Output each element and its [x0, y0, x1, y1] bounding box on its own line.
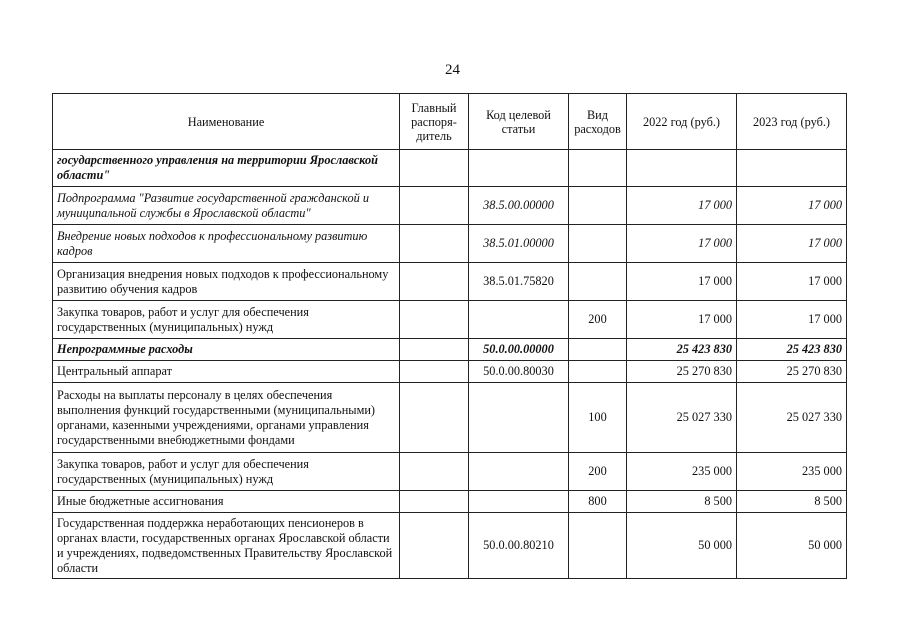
row-type [569, 187, 627, 225]
page-number: 24 [445, 62, 460, 78]
row-2023: 50 000 [737, 513, 847, 579]
row-type [569, 513, 627, 579]
table-row [53, 301, 847, 339]
row-manager [400, 301, 469, 339]
table-header-row [53, 94, 847, 150]
row-2023: 17 000 [737, 263, 847, 301]
row-2022 [627, 150, 737, 187]
table-row [53, 225, 847, 263]
row-manager [400, 383, 469, 453]
table-row [53, 491, 847, 513]
row-type [569, 361, 627, 383]
row-code: 50.0.00.80030 [469, 361, 569, 383]
row-2023: 25 270 830 [737, 361, 847, 383]
row-2022: 17 000 [627, 187, 737, 225]
row-name: государственного управления на территории Ярославской области" [53, 150, 400, 187]
table-row [53, 150, 847, 187]
table-row [53, 383, 847, 453]
row-code: 38.5.01.75820 [469, 263, 569, 301]
row-2023: 25 423 830 [737, 339, 847, 361]
header-2022: 2022 год (руб.) [627, 94, 737, 150]
row-type [569, 150, 627, 187]
row-2022: 17 000 [627, 263, 737, 301]
header-2023: 2023 год (руб.) [737, 94, 847, 150]
row-name: Организация внедрения новых подходов к профессиональному развитию обучения кадров [53, 263, 400, 301]
row-name: Иные бюджетные ассигнования [53, 491, 400, 513]
row-code [469, 150, 569, 187]
header-manager: Главный распоря-дитель [400, 94, 469, 150]
row-manager [400, 225, 469, 263]
row-type: 800 [569, 491, 627, 513]
row-type: 200 [569, 453, 627, 491]
row-code: 38.5.00.00000 [469, 187, 569, 225]
row-code [469, 453, 569, 491]
row-name: Расходы на выплаты персоналу в целях обеспечения выполнения функций государственными (муниципальными) органами, казенными учреждениями, органами управления государственными внебюджетными фондами [53, 383, 400, 453]
header-type: Вид расходов [569, 94, 627, 150]
row-type: 100 [569, 383, 627, 453]
row-2022: 17 000 [627, 225, 737, 263]
row-code: 50.0.00.00000 [469, 339, 569, 361]
row-type [569, 263, 627, 301]
row-2023: 17 000 [737, 301, 847, 339]
row-manager [400, 513, 469, 579]
row-name: Непрограммные расходы [53, 339, 400, 361]
row-2022: 50 000 [627, 513, 737, 579]
row-2023: 8 500 [737, 491, 847, 513]
row-code: 38.5.01.00000 [469, 225, 569, 263]
header-code: Код целевой статьи [469, 94, 569, 150]
row-type [569, 225, 627, 263]
table-row [53, 453, 847, 491]
row-type [569, 339, 627, 361]
row-manager [400, 491, 469, 513]
row-name: Закупка товаров, работ и услуг для обеспечения государственных (муниципальных) нужд [53, 301, 400, 339]
row-code [469, 383, 569, 453]
row-2022: 25 270 830 [627, 361, 737, 383]
row-2023: 17 000 [737, 225, 847, 263]
row-name: Подпрограмма "Развитие государственной гражданской и муниципальной службы в Ярославской области" [53, 187, 400, 225]
row-2022: 25 423 830 [627, 339, 737, 361]
table-row [53, 361, 847, 383]
row-2023: 25 027 330 [737, 383, 847, 453]
row-code [469, 301, 569, 339]
row-name: Закупка товаров, работ и услуг для обеспечения государственных (муниципальных) нужд [53, 453, 400, 491]
table-row [53, 187, 847, 225]
header-name: Наименование [53, 94, 400, 150]
row-manager [400, 361, 469, 383]
row-manager [400, 453, 469, 491]
row-2022: 25 027 330 [627, 383, 737, 453]
row-name: Внедрение новых подходов к профессиональному развитию кадров [53, 225, 400, 263]
row-manager [400, 339, 469, 361]
row-code: 50.0.00.80210 [469, 513, 569, 579]
row-name: Государственная поддержка неработающих пенсионеров в органах власти, государственных органах Ярославской области и учреждениях, подведомственных Правительству Ярославской области [53, 513, 400, 579]
row-2022: 8 500 [627, 491, 737, 513]
row-code [469, 491, 569, 513]
row-manager [400, 263, 469, 301]
table-row [53, 339, 847, 361]
row-2023 [737, 150, 847, 187]
row-type: 200 [569, 301, 627, 339]
row-2022: 17 000 [627, 301, 737, 339]
row-2022: 235 000 [627, 453, 737, 491]
budget-table [52, 93, 847, 579]
row-name: Центральный аппарат [53, 361, 400, 383]
row-manager [400, 187, 469, 225]
row-2023: 17 000 [737, 187, 847, 225]
row-manager [400, 150, 469, 187]
table-row [53, 263, 847, 301]
row-2023: 235 000 [737, 453, 847, 491]
table-row [53, 513, 847, 579]
